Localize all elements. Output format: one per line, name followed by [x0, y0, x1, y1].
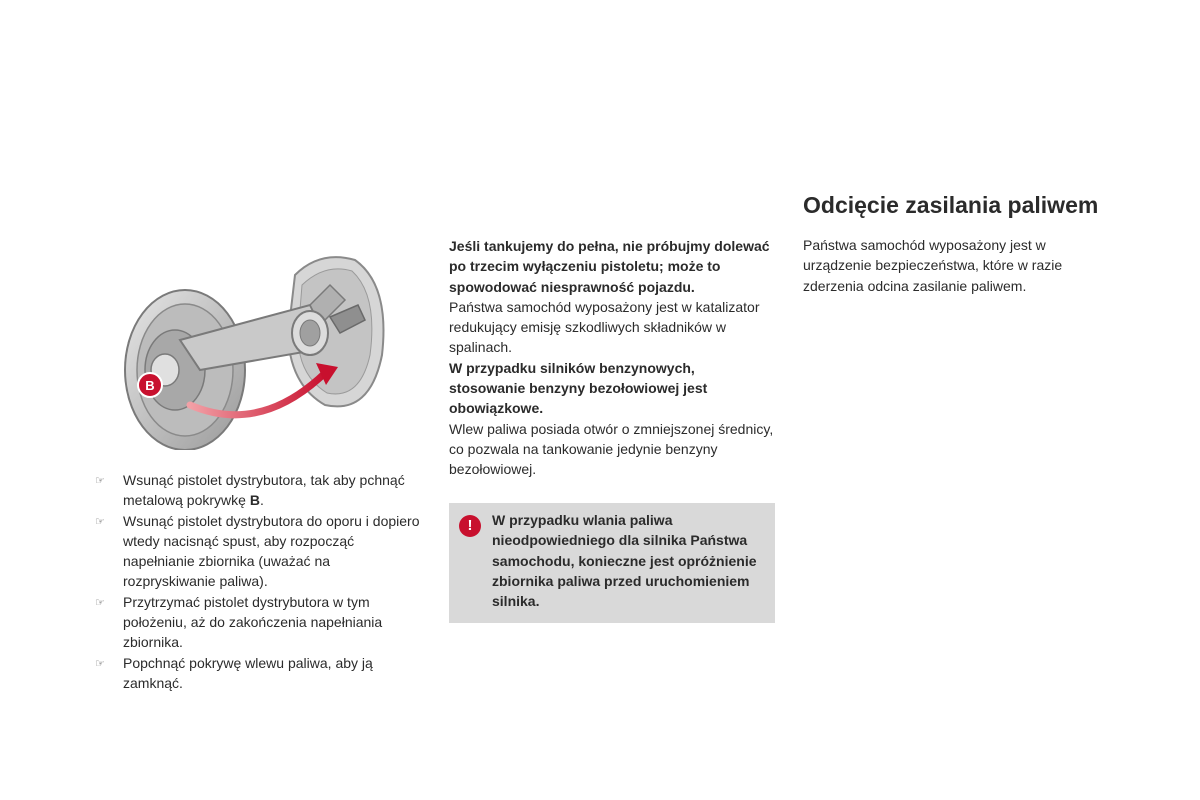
section-body: Państwa samochód wyposażony jest w urządzenie bezpieczeństwa, które w razie zderzenia odcina zasilanie paliwem.	[803, 237, 1063, 294]
instruction-text: Przytrzymać pistolet dystrybutora w tym położeniu, aż do zakończenia napełniania zbiornika.	[123, 593, 383, 651]
note-paragraph: W przypadku silników benzynowych, stosowanie benzyny bezołowiowej jest obowiązkowe.	[449, 359, 708, 417]
instruction-item	[95, 592, 420, 653]
marker-b-icon	[138, 373, 162, 397]
instruction-text-part: B	[249, 492, 260, 509]
note-paragraph: Państwa samochód wyposażony jest w katalizator redukujący emisję szkodliwych składników w spalinach.	[449, 298, 760, 356]
instruction-text-part: Wsunąć pistolet dystrybutora, tak aby pchnąć metalową pokrywkę	[123, 472, 405, 509]
fuel-filler-drawing	[120, 245, 400, 450]
refuel-instructions	[95, 470, 420, 693]
instruction-text-part: .	[259, 492, 264, 509]
pointing-hand-icon: ☞	[95, 596, 105, 609]
fuel-filler-illustration	[120, 245, 400, 450]
instruction-text	[123, 470, 420, 511]
pointing-hand-icon: ☞	[95, 475, 105, 487]
note-paragraph: Jeśli tankujemy do pełna, nie próbujmy dolewać po trzecim wyłączeniu pistoletu; może to spowodować niesprawność pojazdu.	[449, 238, 770, 295]
note-paragraph: Wlew paliwa posiada otwór o zmniejszonej średnicy, co pozwala na tankowanie jedynie benzyny bezołowiowej.	[449, 420, 774, 478]
instruction-text: Wsunąć pistolet dystrybutora do oporu i dopiero wtedy nacisnąć spust, aby rozpocząć napełnianie zbiornika (uważać na rozpryskiwanie paliwa).	[123, 512, 420, 590]
instruction-item	[95, 653, 420, 694]
fuel-notes	[449, 236, 774, 480]
instruction-item	[95, 511, 420, 592]
instruction-item	[95, 470, 420, 511]
pointing-hand-icon: ☞	[95, 657, 105, 670]
section-title: Odcięcie zasilania paliwem	[803, 192, 1099, 218]
warning-text: W przypadku wlania paliwa nieodpowiedniego dla silnika Państwa samochodu, konieczne jest opróżnienie zbiornika paliwa przed uruchomieniem silnika.	[492, 512, 757, 610]
marker-b-label: B	[145, 378, 155, 393]
warning-icon: !	[459, 515, 481, 537]
instruction-text: Popchnąć pokrywę wlewu paliwa, aby ją zamknąć.	[123, 654, 373, 691]
pointing-hand-icon: ☞	[95, 515, 105, 528]
warning-box	[449, 503, 775, 623]
